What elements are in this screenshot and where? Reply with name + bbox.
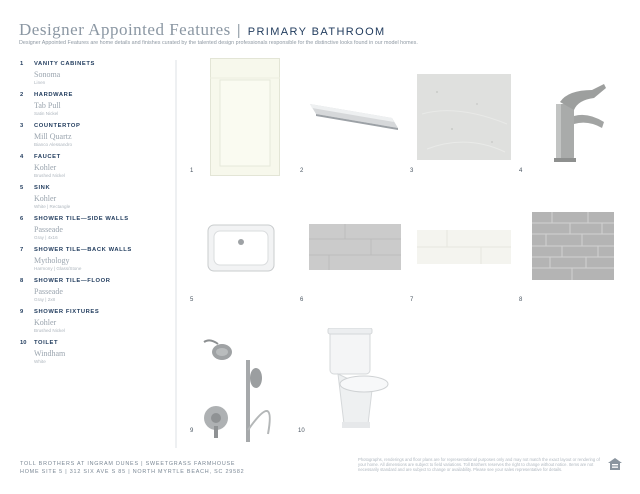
spec-category: TOILET	[34, 340, 59, 346]
spec-brand: Windham	[34, 349, 66, 358]
vanity-cabinet-image	[210, 58, 280, 176]
footer-address	[20, 460, 244, 476]
spec-detail: Bianco Alessandro	[34, 142, 73, 147]
spec-category: COUNTERTOP	[34, 123, 81, 129]
spec-number: 4	[20, 154, 24, 160]
tile-label: 7	[410, 297, 414, 303]
spec-category: SINK	[34, 185, 51, 191]
spec-brand: Passeade	[34, 287, 63, 296]
spec-detail: Harmony | Glass/Stone	[34, 266, 82, 271]
spec-category: HARDWARE	[34, 92, 73, 98]
quartz-countertop-image	[417, 74, 511, 160]
spec-detail: Gray | 2x8	[34, 297, 56, 302]
tile-label: 3	[410, 168, 414, 174]
spec-number: 6	[20, 216, 24, 222]
tile-label: 6	[300, 297, 304, 303]
spec-category: VANITY CABINETS	[34, 61, 95, 67]
spec-category: SHOWER TILE—FLOOR	[34, 278, 111, 284]
sink-image	[207, 224, 275, 272]
spec-detail: Satin Nickel	[34, 111, 59, 116]
spec-detail: Brushed Nickel	[34, 328, 65, 333]
spec-category: FAUCET	[34, 154, 61, 160]
spec-number: 10	[20, 340, 27, 346]
divider	[175, 60, 177, 448]
tile-label: 5	[190, 297, 194, 303]
title-separator: |	[236, 22, 241, 39]
spec-number: 9	[20, 309, 24, 315]
toilet-image	[324, 328, 390, 432]
footer-homesite: HOME SITE 5 | 312 SIX AVE S 85 | NORTH MYRTLE BEACH, SC 29582	[20, 469, 245, 475]
spec-number: 2	[20, 92, 24, 98]
faucet-image	[548, 76, 612, 164]
footer-disclaimer: Photographs, renderings and floor plans are for representational purposes only and may not match the exact layout or rendering of your home. All dimensions are subject to field variations. Toll Brothers reserves the right to change without notice. Items are not necessarily standard and are subject to change or availability. Please see your sales representative for details.	[358, 457, 600, 472]
spec-number: 3	[20, 123, 24, 129]
spec-brand: Mythology	[34, 256, 70, 265]
spec-brand: Passeade	[34, 225, 63, 234]
spec-number: 1	[20, 61, 24, 67]
spec-number: 5	[20, 185, 24, 191]
spec-brand: Sonoma	[34, 70, 61, 79]
floor-tile-image	[532, 212, 614, 280]
back-wall-tile-image	[417, 230, 511, 264]
spec-brand: Kohler	[34, 318, 57, 327]
tile-label: 2	[300, 168, 304, 174]
tile-label: 9	[190, 428, 194, 434]
spec-brand: Kohler	[34, 163, 57, 172]
spec-number: 7	[20, 247, 24, 253]
tile-label: 4	[519, 168, 523, 174]
tile-label: 1	[190, 168, 194, 174]
shower-fixtures-image	[196, 330, 286, 445]
title-room: PRIMARY BATHROOM	[247, 26, 386, 38]
spec-detail: Gray | 4x16	[34, 235, 58, 240]
page-description: Designer Appointed Features are home details and finishes curated by the talented design professionals responsible for the distinctive looks found in our model homes.	[19, 40, 418, 46]
footer-community: TOLL BROTHERS AT INGRAM DUNES | SWEETGRASS FARMHOUSE	[20, 461, 236, 467]
tile-label: 8	[519, 297, 523, 303]
side-wall-tile-image	[309, 224, 401, 270]
spec-detail: White	[34, 359, 46, 364]
tab-pull-image	[306, 100, 402, 132]
spec-category: SHOWER FIXTURES	[34, 309, 100, 315]
spec-category: SHOWER TILE—BACK WALLS	[34, 247, 132, 253]
spec-number: 8	[20, 278, 24, 284]
spec-detail: Brushed Nickel	[34, 173, 65, 178]
title-main: Designer Appointed Features	[19, 20, 231, 39]
equal-housing-opportunity-icon	[608, 458, 622, 470]
spec-brand: Mill Quartz	[34, 132, 72, 141]
page-title	[19, 20, 386, 40]
spec-category: SHOWER TILE—SIDE WALLS	[34, 216, 129, 222]
tile-label: 10	[298, 428, 305, 434]
spec-brand: Tab Pull	[34, 101, 61, 110]
spec-detail: White | Rectangle	[34, 204, 71, 209]
spec-detail: Linen	[34, 80, 46, 85]
spec-brand: Kohler	[34, 194, 57, 203]
